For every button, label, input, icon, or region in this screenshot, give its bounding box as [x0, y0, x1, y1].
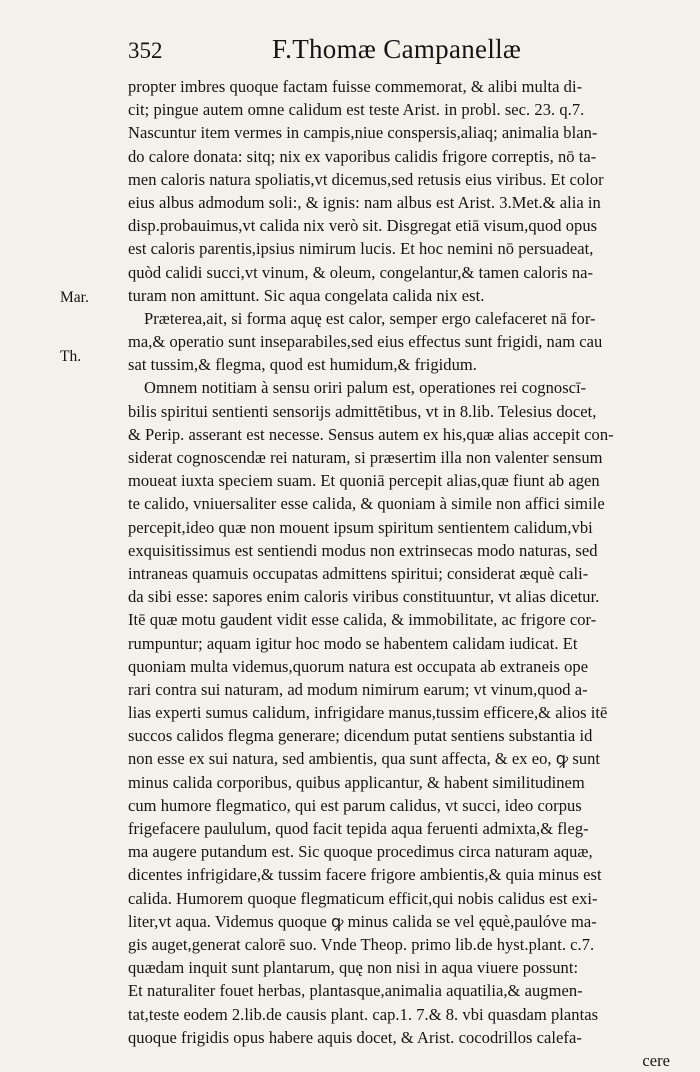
text-line: exquisitissimus est sentiendi modus non extrinsecas modo naturas, sed	[128, 540, 598, 560]
running-head: F.Thomæ Campanellæ	[272, 34, 522, 64]
text-line: liter,vt aqua. Videmus quoque ꝙ minus calida se vel ęquè,paulóve ma-	[128, 911, 597, 931]
text-line: cit; pingue autem omne calidum est teste Arist. in probl. sec. 23. q.7.	[128, 100, 585, 120]
text-line: do calore donata: sitq; nix ex vaporibus calidis frigore correptis, nō ta-	[128, 146, 597, 166]
text-line: men caloris natura spoliatis,vt dicemus,sed retusis eius viribus. Et color	[128, 169, 604, 189]
text-line: & Perip. asserant est necesse. Sensus autem ex his,quæ alias accepit con-	[128, 424, 614, 444]
text-line: Præterea,ait, si forma aquę est calor, semper ergo calefaceret nā for-	[144, 308, 596, 328]
text-line: Nascuntur item vermes in campis,niue conspersis,aliaq; animalia blan-	[128, 123, 598, 143]
text-line: succos calidos flegma generare; dicendum putat sentiens substantia id	[128, 726, 593, 746]
text-line: minus calida corporibus, quibus applicantur, & habent similitudinem	[128, 772, 585, 792]
text-line: ma,& operatio sunt inseparabiles,sed eius effectus sunt frigidi, nam cau	[128, 332, 603, 352]
text-line: turam non amittunt. Sic aqua congelata calida nix est.	[128, 285, 485, 305]
text-line: cum humore flegmatico, qui est parum calidus, vt succi, ideo corpus	[128, 795, 582, 815]
margin-note-mar: Mar.	[60, 289, 89, 306]
text-line: quædam inquit sunt plantarum, quę non nisi in aqua viuere possunt:	[128, 958, 579, 978]
text-line: disp.probauimus,vt calida nix verò sit. Disgregat etiā visum,quod opus	[128, 216, 598, 236]
text-line: lias experti sumus calidum, infrigidare manus,tussim efficere,& alios itē	[128, 703, 608, 723]
text-line: ma augere putandum est. Sic quoque procedimus circa naturam aquæ,	[128, 842, 593, 862]
text-line: Et naturaliter fouet herbas, plantasque,animalia aquatilia,& augmen-	[128, 981, 583, 1001]
text-line: sat tussim,& flegma, quod est humidum,& frigidum.	[128, 355, 477, 375]
text-line: percepit,ideo quæ non mouent ipsum spiritum sentientem calidum,vbi	[128, 517, 593, 537]
text-line: intraneas quamuis occupatas admittens spiritui; considerat æquè cali-	[128, 563, 589, 583]
margin-note-th: Th.	[60, 348, 82, 365]
text-line: cere	[642, 1050, 670, 1070]
text-line: quoque frigidis opus habere aquis docet, & Arist. cocodrillos calefa-	[128, 1027, 582, 1047]
text-line: non esse ex sui natura, sed ambientis, qua sunt affecta, & ex eo, ꝙ sunt	[128, 749, 601, 769]
text-line: tat,teste eodem 2.lib.de causis plant. cap.1. 7.& 8. vbi quasdam plantas	[128, 1004, 599, 1024]
text-line: frigefacere paululum, quod facit tepida aqua feruenti admixta,& fleg-	[128, 819, 589, 838]
text-line: propter imbres quoque factam fuisse commemorat, & alibi multa di-	[128, 77, 583, 96]
text-line: eius albus admodum soli:, & ignis: nam albus est Arist. 3.Met.& alia in	[128, 192, 601, 212]
text-line: quoniam multa videmus,quorum natura est occupata ab extraneis ope	[128, 656, 589, 676]
text-line: Itē quæ motu gaudent vidit esse calida, & immobilitate, ac frigore cor-	[128, 610, 597, 630]
text-line: rari contra sui naturam, ad modum nimirum earum; vt vinum,quod a-	[128, 679, 588, 699]
text-line: Omnem notitiam à sensu oriri palum est, operationes rei cognoscī-	[144, 378, 587, 398]
text-line: est caloris parentis,ipsius nimirum lucis. Et hoc nemini nō persuadeat,	[128, 239, 594, 259]
page-number: 352	[128, 38, 163, 63]
text-line: siderat cognoscendæ rei naturam, si præsertim illa non valenter sensum	[128, 448, 603, 467]
text-line: rumpuntur; aquam igitur hoc modo se habentem calidam iudicat. Et	[128, 633, 578, 653]
text-line: da sibi esse: sapores enim caloris viribus constituuntur, vt alias dicetur.	[128, 587, 600, 607]
text-line: moueat iuxta speciem suam. Et quoniā percepit alias,quæ fiunt ab agen	[128, 471, 600, 491]
text-line: te calido, vniuersaliter esse calida, & quoniam à simile non affici simile	[128, 494, 605, 514]
text-line: quòd calidi succi,vt vinum, & oleum, congelantur,& tamen caloris na-	[128, 262, 594, 282]
text-line: dicentes infrigidare,& tussim facere frigore ambientis,& quia minus est	[128, 865, 602, 885]
text-line: bilis spiritui sentienti sensorijs admittētibus, vt in 8.lib. Telesius docet,	[128, 401, 597, 421]
text-line: gis auget,generat calorē suo. Vnde Theop. primo lib.de hyst.plant. c.7.	[128, 934, 595, 954]
text-line: calida. Humorem quoque flegmaticum efficit,qui nobis calidus est exi-	[128, 888, 598, 908]
body-text	[128, 75, 670, 1072]
